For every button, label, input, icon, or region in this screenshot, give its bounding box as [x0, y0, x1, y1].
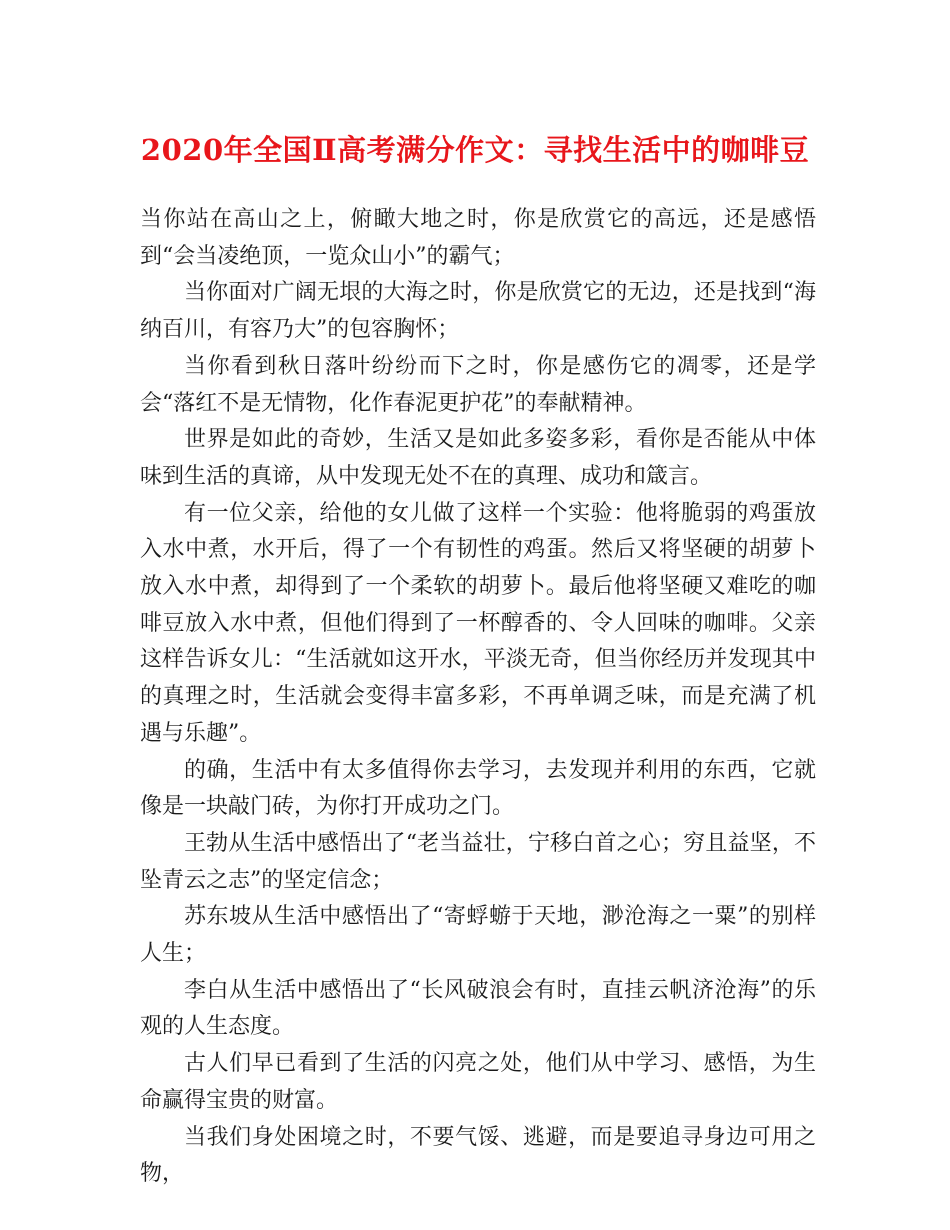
paragraph-8: 苏东坡从生活中感悟出了“寄蜉蝣于天地，渺沧海之一粟”的别样人生；: [140, 904, 816, 967]
paragraph-11: 当我们身处困境之时，不要气馁、逃避，而是要追寻身边可用之物，: [140, 1124, 816, 1187]
paragraph-3: 当你看到秋日落叶纷纷而下之时，你是感伤它的凋零，还是学会“落红不是无情物，化作春泥更护花”的奉献精神。: [140, 353, 816, 416]
paragraph-2: 当你面对广阔无垠的大海之时，你是欣赏它的无边，还是找到“海纳百川，有容乃大”的包容胸怀；: [140, 280, 816, 343]
paragraph-5: 有一位父亲，给他的女儿做了这样一个实验：他将脆弱的鸡蛋放入水中煮，水开后，得了一个有韧性的鸡蛋。然后又将坚硬的胡萝卜放入水中煮，却得到了一个柔软的胡萝卜。最后他将坚硬又难吃的咖啡豆放入水中煮，但他们得到了一杯醇香的、令人回味的咖啡。父亲这样告诉女儿：“生活就如这开水，平淡无奇，但当你经历并发现其中的真理之时，生活就会变得丰富多彩，不再单调乏味，而是充满了机遇与乐趣”。: [140, 500, 816, 746]
paragraph-4: 世界是如此的奇妙，生活又是如此多姿多彩，看你是否能从中体味到生活的真谛，从中发现无处不在的真理、成功和箴言。: [140, 427, 816, 489]
paragraph-1: 当你站在高山之上，俯瞰大地之时，你是欣赏它的高远，还是感悟到“会当凌绝顶，一览众山小”的霸气；: [140, 207, 816, 269]
paragraph-7: 王勃从生活中感悟出了“老当益壮，宁移白首之心；穷且益坚，不坠青云之志”的坚定信念；: [140, 830, 816, 893]
paragraph-6: 的确，生活中有太多值得你去学习，去发现并利用的东西，它就像是一块敲门砖，为你打开成功之门。: [140, 757, 816, 820]
essay-body: [140, 202, 816, 1193]
paragraph-10: 古人们早已看到了生活的闪亮之处，他们从中学习、感悟，为生命赢得宝贵的财富。: [140, 1051, 816, 1113]
paragraph-9: 李白从生活中感悟出了“长风破浪会有时，直挂云帆济沧海”的乐观的人生态度。: [140, 977, 816, 1040]
page-title: 2020年全国Ⅱ高考满分作文：寻找生活中的咖啡豆: [140, 133, 810, 167]
